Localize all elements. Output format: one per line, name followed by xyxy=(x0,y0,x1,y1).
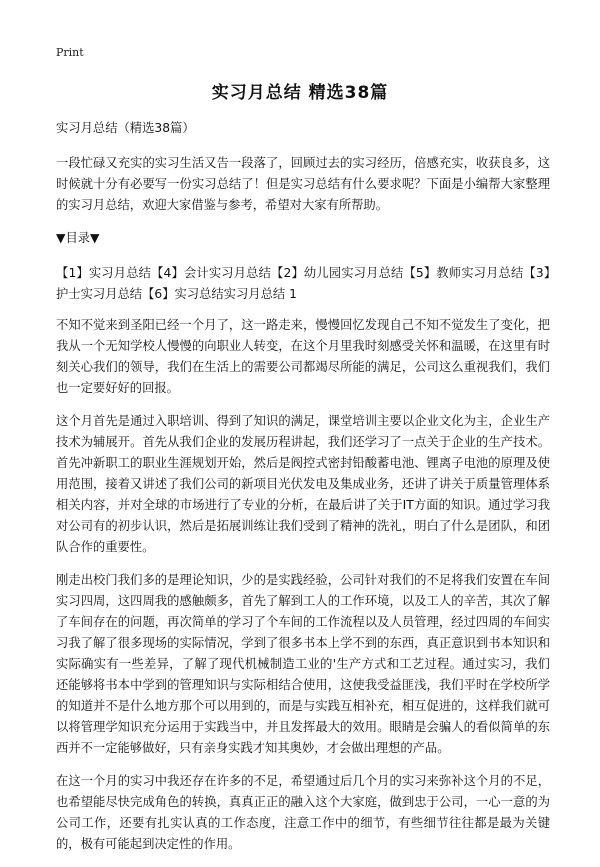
body-paragraph: 刚走出校门我们多的是理论知识，少的是实践经验，公司针对我们的不足将我们安置在车间实习四周，这四周我的感触颇多，首先了解到工人的工作环境，以及工人的辛苦，其次了解了车间存在的问题，再次简单的学习了个车间的工作流程以及人员管理，经过四周的车间实习我了解了很多现场的实际情况，学到了很多书本上学不到的东西，真正意识到书本知识和实际确实有一些差异，了解了现代机械制造工业的'生产方式和工艺过程。通过实习，我们还能够将书本中学到的管理知识与实际相结合使用，这使我受益匪浅，我们平时在学校所学的知道并不是什么地方那个可以用到的，而是与实践互相补充，相互促进的，这样我们就可以将管理学知识充分运用于实践当中，并且发挥最大的效用。眼睛是会骗人的看似简单的东西并不一定能够做好，只有亲身实践才知其奥妙，才会做出理想的产品。 xyxy=(56,573,550,755)
body-paragraph: 这个月首先是通过入职培训、得到了知识的满足，课堂培训主要以企业文化为主，企业生产技术为辅展开。首先从我们企业的发展历程讲起，我们还学习了一点关于企业的生产技术。首先冲新职工的职业生涯规划开始，然后是阀控式密封铅酸蓄电池、锂离子电池的原理及使用范围，接着又讲述了我们公司的新项目光伏发电及集成业务，还讲了讲关于质量管理体系相关内容，并对全球的市场进行了专业的分析，在最后讲了关于IT方面的知识。通过学习我对公司有的初步认识，然后是拓展训练让我们受到了精神的洗礼，明白了什么是团队，和团队合作的重要性。 xyxy=(56,414,550,554)
toc-heading: ▼目录▼ xyxy=(56,231,100,245)
table-of-contents[interactable]: 【1】实习月总结【4】会计实习月总结【2】幼儿园实习月总结【5】教师实习月总结【3】护士实习月总结【6】实习总结实习月总结 1 xyxy=(56,266,550,301)
print-label[interactable]: Print xyxy=(56,46,84,59)
intro-paragraph: 一段忙碌又充实的实习生活又告一段落了，回顾过去的实习经历，倍感充实，收获良多，这时候就十分有必要写一份实习总结了！但是实习总结有什么要求呢？下面是小编帮大家整理的实习月总结，欢迎大家借鉴与参考，希望对大家有所帮助。 xyxy=(56,156,550,212)
document-body xyxy=(56,118,550,867)
body-paragraph: 不知不觉来到圣阳已经一个月了，这一路走来，慢慢回忆发现自己不知不觉发生了变化，把我从一个无知学校人慢慢的向职业人转变，在这个月里我时刻感受关怀和温暖，在这里有时刻关心我们的领导，我们在生活上的需要公司都竭尽所能的满足，公司这么重视我们，我们也一定要好好的回报。 xyxy=(56,318,550,395)
body-paragraph: 在这一个月的实习中我还存在许多的不足，希望通过后几个月的实习来弥补这个月的不足，也希望能尽快完成角色的转换，真真正正的融入这个大家庭，做到忠于公司，一心一意的为公司工作，还要有扎实认真的工作态度，注意工作中的细节，有些细节往往都是最为关键的，极有可能起到决定性的作用。 xyxy=(56,774,550,851)
page-title: 实习月总结 精选38篇 xyxy=(211,83,389,103)
document-subtitle: 实习月总结（精选38篇） xyxy=(56,121,195,135)
